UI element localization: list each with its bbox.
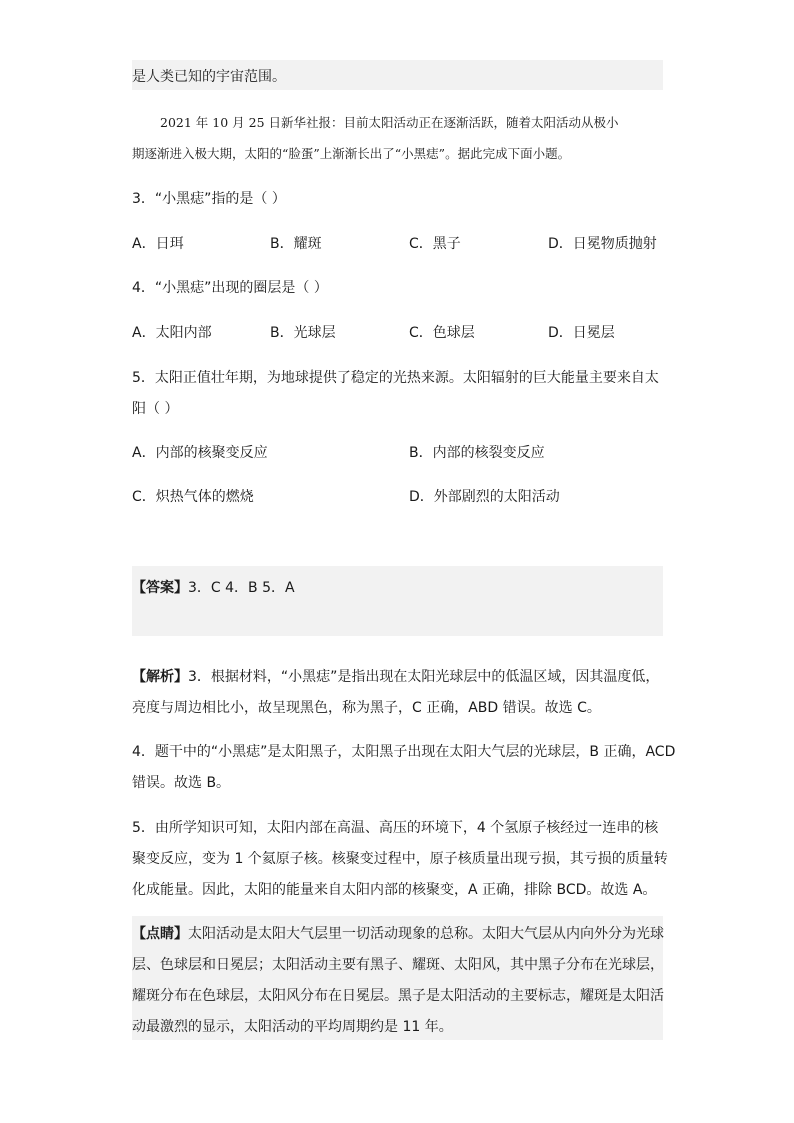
material-line-2: 期逐渐进入极大期，太阳的“脸蛋”上渐渐长出了“小黑痣”。据此完成下面小题。 bbox=[132, 146, 571, 161]
question-5-stem-line-2: 阳（ ） bbox=[132, 401, 179, 417]
comment-line-2: 层、色球层和日冕层；太阳活动主要有黑子、耀斑、太阳风，其中黑子分布在光球层， bbox=[132, 957, 664, 973]
question-3-stem: 3．“小黑痣”指的是（ ） bbox=[132, 191, 286, 207]
question-5-option-a: A．内部的核聚变反应 bbox=[132, 445, 268, 461]
answer-label: 【答案】 bbox=[132, 580, 188, 596]
analysis-p2-line-2: 错误。故选 B。 bbox=[132, 775, 231, 791]
comment-line-1 bbox=[132, 923, 663, 943]
analysis-p3-line-1: 5．由所学知识可知，太阳内部在高温、高压的环境下，4 个氢原子核经过一连串的核 bbox=[132, 820, 659, 836]
analysis-p3-line-2: 聚变反应，变为 1 个氦原子核。核聚变过程中，原子核质量出现亏损，其亏损的质量转 bbox=[132, 851, 668, 867]
comment-line-3: 耀斑分布在色球层，太阳风分布在日冕层。黑子是太阳活动的主要标志，耀斑是太阳活 bbox=[132, 988, 664, 1004]
question-3-option-c: C．黑子 bbox=[409, 236, 461, 252]
answer-text: 3．C 4．B 5．A bbox=[188, 580, 295, 596]
answer-line bbox=[132, 577, 663, 597]
material-line-1: 2021 年 10 月 25 日新华社报：目前太阳活动正在逐渐活跃，随着太阳活动从极小 bbox=[160, 115, 619, 130]
question-5-option-d: D．外部剧烈的太阳活动 bbox=[409, 489, 560, 505]
question-4-option-d: D．日冕层 bbox=[548, 325, 615, 341]
question-5-option-c: C．炽热气体的燃烧 bbox=[132, 489, 254, 505]
question-3-option-b: B．耀斑 bbox=[270, 236, 322, 252]
question-3-option-d: D．日冕物质抛射 bbox=[548, 236, 657, 252]
question-4-option-a: A．太阳内部 bbox=[132, 325, 212, 341]
analysis-label: 【解析】 bbox=[132, 669, 188, 685]
analysis-p1-line-1 bbox=[132, 666, 663, 686]
analysis-p2-line-1: 4．题干中的“小黑痣”是太阳黑子，太阳黑子出现在太阳大气层的光球层，B 正确，ACD bbox=[132, 744, 676, 760]
question-4-stem: 4．“小黑痣”出现的圈层是（ ） bbox=[132, 280, 328, 296]
question-4-option-b: B．光球层 bbox=[270, 325, 336, 341]
question-3-option-a: A．日珥 bbox=[132, 236, 184, 252]
comment-label: 【点睛】 bbox=[132, 926, 188, 942]
question-5-stem-line-1: 5．太阳正值壮年期，为地球提供了稳定的光热来源。太阳辐射的巨大能量主要来自太 bbox=[132, 370, 659, 386]
analysis-p3-line-3: 化成能量。因此，太阳的能量来自太阳内部的核聚变，A 正确，排除 BCD。故选 A。 bbox=[132, 882, 657, 898]
analysis-p1-line-1-text: 3．根据材料，“小黑痣”是指出现在太阳光球层中的低温区域，因其温度低， bbox=[188, 669, 660, 685]
comment-line-4: 动最激烈的显示，太阳活动的平均周期约是 11 年。 bbox=[132, 1019, 453, 1035]
analysis-p1-line-2: 亮度与周边相比小，故呈现黑色，称为黑子，C 正确，ABD 错误。故选 C。 bbox=[132, 700, 601, 716]
intro-tail-text: 是人类已知的宇宙范围。 bbox=[132, 69, 286, 85]
question-5-option-b: B．内部的核裂变反应 bbox=[409, 445, 545, 461]
comment-line-1-text: 太阳活动是太阳大气层里一切活动现象的总称。太阳大气层从内向外分为光球 bbox=[188, 926, 664, 942]
question-4-option-c: C．色球层 bbox=[409, 325, 475, 341]
